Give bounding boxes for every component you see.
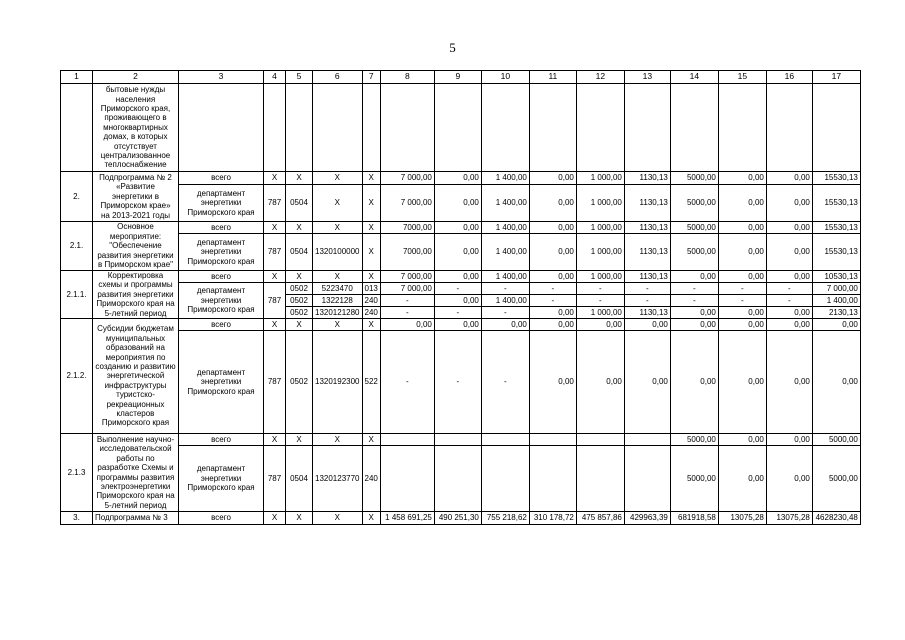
table-cell: 4628230,48 [812,512,860,525]
table-cell: 0,00 [766,222,812,234]
table-cell: 0,00 [766,234,812,271]
table-cell [434,446,481,512]
table-cell: 0,00 [670,271,718,283]
table-cell: 0,00 [380,319,434,331]
table-cell [529,446,576,512]
table-cell: 5223470 [313,283,363,295]
table-cell: 0,00 [766,172,812,185]
header-row [61,71,861,84]
table-cell: 240 [362,307,380,319]
table-cell: 0502 [286,331,313,434]
table-cell: 5000,00 [812,446,860,512]
table-cell: 0,00 [529,234,576,271]
table-cell: X [313,319,363,331]
table-cell: X [313,434,363,446]
budget-table [60,70,861,525]
table-cell: 5000,00 [670,446,718,512]
table-cell: 787 [264,331,286,434]
table-cell: - [624,295,670,307]
table-row [61,319,861,331]
item-name-cell: Основное мероприятие: "Обеспечение развития энергетики в Приморском крае" [93,222,179,271]
table-cell: X [362,319,380,331]
table-cell: 7 000,00 [812,283,860,295]
table-cell: 755 218,62 [481,512,529,525]
table-cell: - [434,307,481,319]
table-cell: 1 400,00 [481,271,529,283]
table-cell: 240 [362,295,380,307]
table-cell: - [380,307,434,319]
table-cell: 1320100000 [313,234,363,271]
table-cell [624,446,670,512]
table-cell: 0,00 [481,319,529,331]
table-cell: - [576,283,624,295]
table-cell: 15530,13 [812,172,860,185]
table-cell: всего [179,512,264,525]
table-cell: X [362,434,380,446]
table-cell: 0,00 [434,271,481,283]
table-cell: - [766,295,812,307]
table-cell: - [670,295,718,307]
table-row [61,283,861,295]
table-cell: 0,00 [718,307,766,319]
table-cell: 0502 [286,307,313,319]
table-cell: - [529,295,576,307]
table-cell: X [286,222,313,234]
item-name-cell: Подпрограмма № 2 «Развитие энергетики в Приморском крае» на 2013-2021 годы [93,172,179,222]
table-cell: 1 000,00 [576,271,624,283]
table-cell: X [286,319,313,331]
table-cell: 1130,13 [624,271,670,283]
table-cell: X [362,185,380,222]
header-cell: 6 [313,71,363,84]
table-cell: 13075,28 [766,512,812,525]
table-cell: 7000,00 [380,222,434,234]
table-cell: 0,00 [670,331,718,434]
table-cell: 1 000,00 [576,172,624,185]
table-row [61,434,861,446]
item-number-cell: 2.1.2. [61,319,93,434]
header-cell: 8 [380,71,434,84]
table-cell: 0,00 [670,319,718,331]
table-cell: 0,00 [766,271,812,283]
table-cell: 0,00 [529,271,576,283]
table-row [61,271,861,283]
table-cell: 1 000,00 [576,222,624,234]
header-cell: 12 [576,71,624,84]
table-cell: X [264,172,286,185]
table-cell: всего [179,271,264,283]
table-cell: 1130,13 [624,185,670,222]
table-cell: 0,00 [529,222,576,234]
table-cell: всего [179,172,264,185]
table-cell: - [380,295,434,307]
table-cell: 787 [264,446,286,512]
table-cell [380,434,434,446]
table-cell: 0,00 [624,319,670,331]
item-name-cell: Корректировка схемы и программы развития энергетики Приморского края на 5-летний период [93,271,179,319]
header-cell: 16 [766,71,812,84]
table-row [61,84,861,172]
table-cell: X [313,185,363,222]
table-cell: - [434,331,481,434]
table-cell: всего [179,434,264,446]
table-cell: 1130,13 [624,172,670,185]
table-cell: 0,00 [576,331,624,434]
table-cell: - [718,295,766,307]
table-cell: 0,00 [670,307,718,319]
table-cell: 240 [362,446,380,512]
table-cell: 7 000,00 [380,185,434,222]
table-cell: X [264,434,286,446]
table-cell: 0,00 [529,331,576,434]
table-cell: X [313,512,363,525]
table-cell: 0,00 [718,185,766,222]
dept-cell: департамент энергетики Приморского края [179,331,264,434]
table-cell: 0,00 [766,446,812,512]
header-cell: 14 [670,71,718,84]
table-cell: 0,00 [718,172,766,185]
table-cell: 0,00 [529,185,576,222]
header-cell: 3 [179,71,264,84]
table-cell: 0,00 [529,307,576,319]
item-name-cell: Выполнение научно-исследовательской работы по разработке Схемы и программы развития электроэнергетики Приморского края на 5-летний период [93,434,179,512]
item-number-cell: 2.1. [61,222,93,271]
table-cell: X [362,222,380,234]
table-cell: 7 000,00 [380,283,434,295]
table-cell [481,434,529,446]
table-cell: всего [179,319,264,331]
table-cell: 0504 [286,185,313,222]
table-cell: 522 [362,331,380,434]
table-cell [481,446,529,512]
table-cell: 1 400,00 [481,172,529,185]
table-cell: 0,00 [766,319,812,331]
table-cell: 0,00 [718,222,766,234]
table-cell: 310 178,72 [529,512,576,525]
table-cell: - [670,283,718,295]
header-cell: 10 [481,71,529,84]
item-number-cell: 2. [61,172,93,222]
table-cell [529,434,576,446]
table-cell: 1320121280 [313,307,363,319]
table-cell: X [313,271,363,283]
header-cell: 11 [529,71,576,84]
table-cell: X [313,172,363,185]
table-cell: X [264,222,286,234]
table-cell: X [286,512,313,525]
table-cell: 0,00 [766,434,812,446]
table-cell: - [529,283,576,295]
table-cell: 0,00 [529,319,576,331]
table-cell: 5000,00 [670,172,718,185]
dept-cell: департамент энергетики Приморского края [179,234,264,271]
table-cell: 0,00 [434,234,481,271]
header-cell: 2 [93,71,179,84]
table-cell: - [481,331,529,434]
table-cell: 7000,00 [380,234,434,271]
table-cell: 5000,00 [812,434,860,446]
table-row [61,222,861,234]
table-cell [434,434,481,446]
table-cell: 0,00 [812,319,860,331]
table-cell: 0,00 [766,331,812,434]
table-cell: 0,00 [718,271,766,283]
table-row [61,512,861,525]
table-cell: 475 857,86 [576,512,624,525]
dept-cell: департамент энергетики Приморского края [179,185,264,222]
table-cell: 1 458 691,25 [380,512,434,525]
item-name-cell: бытовые нужды населения Приморского края, проживающего в многоквартирных домах, в которых отсутствует централизованное теплоснабжение [93,84,179,172]
header-cell: 1 [61,71,93,84]
table-cell: 0,00 [434,319,481,331]
table-cell: X [313,222,363,234]
table-row [61,185,861,222]
table-cell: 2130,13 [812,307,860,319]
table-cell: 0,00 [812,331,860,434]
page-number: 5 [449,40,456,55]
table-cell: 10530,13 [812,271,860,283]
table-cell: 0,00 [624,331,670,434]
table-cell: 0504 [286,446,313,512]
table-cell: 1 000,00 [576,185,624,222]
item-name-cell: Субсидии бюджетам муниципальных образований на мероприятия по созданию и развитию энергетической инфраструктуры туристско-рекреационных кластеров Приморского края [93,319,179,434]
table-cell: 1 400,00 [481,234,529,271]
table-cell: 15530,13 [812,185,860,222]
table-cell: 1130,13 [624,222,670,234]
table-row [61,172,861,185]
table-cell: 787 [264,185,286,222]
table-cell: 0,00 [434,295,481,307]
table-row [61,331,861,434]
table-cell: X [264,512,286,525]
table-cell: 013 [362,283,380,295]
table-cell: 15530,13 [812,234,860,271]
table-cell: X [362,172,380,185]
header-cell: 9 [434,71,481,84]
table-cell: 1 400,00 [812,295,860,307]
table-cell: 490 251,30 [434,512,481,525]
table-cell: 1 400,00 [481,185,529,222]
table-cell: 1 000,00 [576,234,624,271]
dept-cell: департамент энергетики Приморского края [179,446,264,512]
table-cell: всего [179,222,264,234]
table-cell: X [286,172,313,185]
table-cell: 7 000,00 [380,271,434,283]
table-cell: 1130,13 [624,234,670,271]
table-cell [380,446,434,512]
table-cell [576,434,624,446]
table-cell: 5000,00 [670,434,718,446]
table-cell: X [264,319,286,331]
table-cell: 7 000,00 [380,172,434,185]
table-cell: 0,00 [576,319,624,331]
table-cell: X [286,434,313,446]
table-cell: 0,00 [434,172,481,185]
table-cell: X [286,271,313,283]
table-cell: X [362,512,380,525]
table-cell: 0,00 [434,222,481,234]
item-number-cell: 2.1.3 [61,434,93,512]
table-cell: 15530,13 [812,222,860,234]
table-row [61,234,861,271]
item-number-cell: 2.1.1. [61,271,93,319]
table-cell: 1 400,00 [481,222,529,234]
table-cell: 1130,13 [624,307,670,319]
table-cell: 1 400,00 [481,295,529,307]
table-cell: 0,00 [766,307,812,319]
table-cell: 0,00 [434,185,481,222]
table-cell: - [481,283,529,295]
table-cell: - [576,295,624,307]
table-cell [624,434,670,446]
table-cell: 787 [264,283,286,319]
header-cell: 7 [362,71,380,84]
table-cell: - [766,283,812,295]
table-cell: 681918,58 [670,512,718,525]
table-cell: X [362,234,380,271]
table-cell: 1322128 [313,295,363,307]
table-cell: 0502 [286,295,313,307]
header-cell: 4 [264,71,286,84]
table-cell: 1 000,00 [576,307,624,319]
table-cell: 5000,00 [670,234,718,271]
item-number-cell: 3. [61,512,93,525]
table-cell: X [264,271,286,283]
table-cell: - [481,307,529,319]
table-cell: 1320123770 [313,446,363,512]
table-cell: 0,00 [529,172,576,185]
header-cell: 13 [624,71,670,84]
table-cell: 429963,39 [624,512,670,525]
table-cell: 0,00 [718,446,766,512]
table-cell: 5000,00 [670,185,718,222]
table-cell: 0504 [286,234,313,271]
table-cell: 1320192300 [313,331,363,434]
table-cell: 13075,28 [718,512,766,525]
table-cell: 787 [264,234,286,271]
table-cell: 0,00 [718,319,766,331]
header-cell: 15 [718,71,766,84]
table-cell: - [434,283,481,295]
table-cell: 0502 [286,283,313,295]
table-cell [576,446,624,512]
table-cell: 0,00 [718,434,766,446]
table-cell: - [718,283,766,295]
header-cell: 5 [286,71,313,84]
table-cell: 0,00 [718,234,766,271]
header-cell: 17 [812,71,860,84]
table-row [61,446,861,512]
item-name-cell: Подпрограмма № 3 [93,512,179,525]
table-cell: 5000,00 [670,222,718,234]
table-cell: X [362,271,380,283]
table-cell: - [380,331,434,434]
dept-cell: департамент энергетики Приморского края [179,283,264,319]
table-cell: 0,00 [766,185,812,222]
table-cell [61,84,93,172]
table-cell: - [624,283,670,295]
table-cell: 0,00 [718,331,766,434]
